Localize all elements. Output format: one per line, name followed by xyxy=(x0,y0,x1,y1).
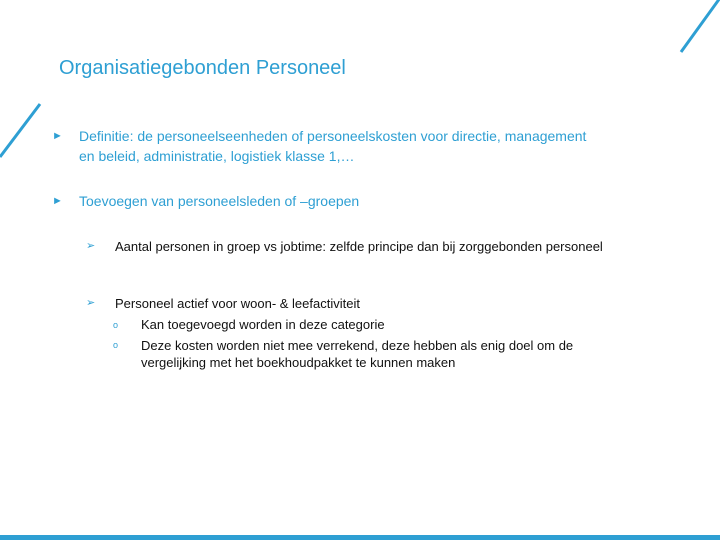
bullet-item xyxy=(52,191,599,211)
triangle-bullet-icon: ► xyxy=(52,195,63,207)
bullet-text: Toevoegen van personeelsleden of –groepen xyxy=(79,193,360,209)
triangle-bullet-icon: ► xyxy=(52,130,63,142)
bottom-accent-bar xyxy=(0,535,720,540)
circle-bullet-icon: o xyxy=(113,340,119,350)
sub-sub-bullet-text: Kan toegevoegd worden in deze categorie xyxy=(141,317,385,332)
left-accent-line xyxy=(0,104,40,157)
sub-bullet-item xyxy=(86,295,615,312)
sub-bullet-text: Aantal personen in groep vs jobtime: zelfde principe dan bij zorggebonden personeel xyxy=(115,239,603,254)
sub-bullet-item xyxy=(86,238,615,255)
sub-bullet-text: Personeel actief voor woon- & leefactiviteit xyxy=(115,296,360,311)
bullet-item xyxy=(52,126,599,166)
bullet-text: Definitie: de personeelseenheden of personeelskosten voor directie, management en beleid, administratie, logistiek klasse 1,… xyxy=(79,128,587,164)
right-accent-line xyxy=(681,0,720,52)
sub-sub-bullet-item xyxy=(113,337,621,371)
sub-sub-bullet-text: Deze kosten worden niet mee verrekend, deze hebben als enig doel om de vergelijking met het boekhoudpakket te kunnen maken xyxy=(141,338,574,370)
slide-title: Organisatiegebonden Personeel xyxy=(59,57,346,79)
arrow-bullet-icon: ➢ xyxy=(86,297,96,309)
arrow-bullet-icon: ➢ xyxy=(86,240,96,252)
circle-bullet-icon: o xyxy=(113,320,119,330)
sub-sub-bullet-item xyxy=(113,316,621,334)
